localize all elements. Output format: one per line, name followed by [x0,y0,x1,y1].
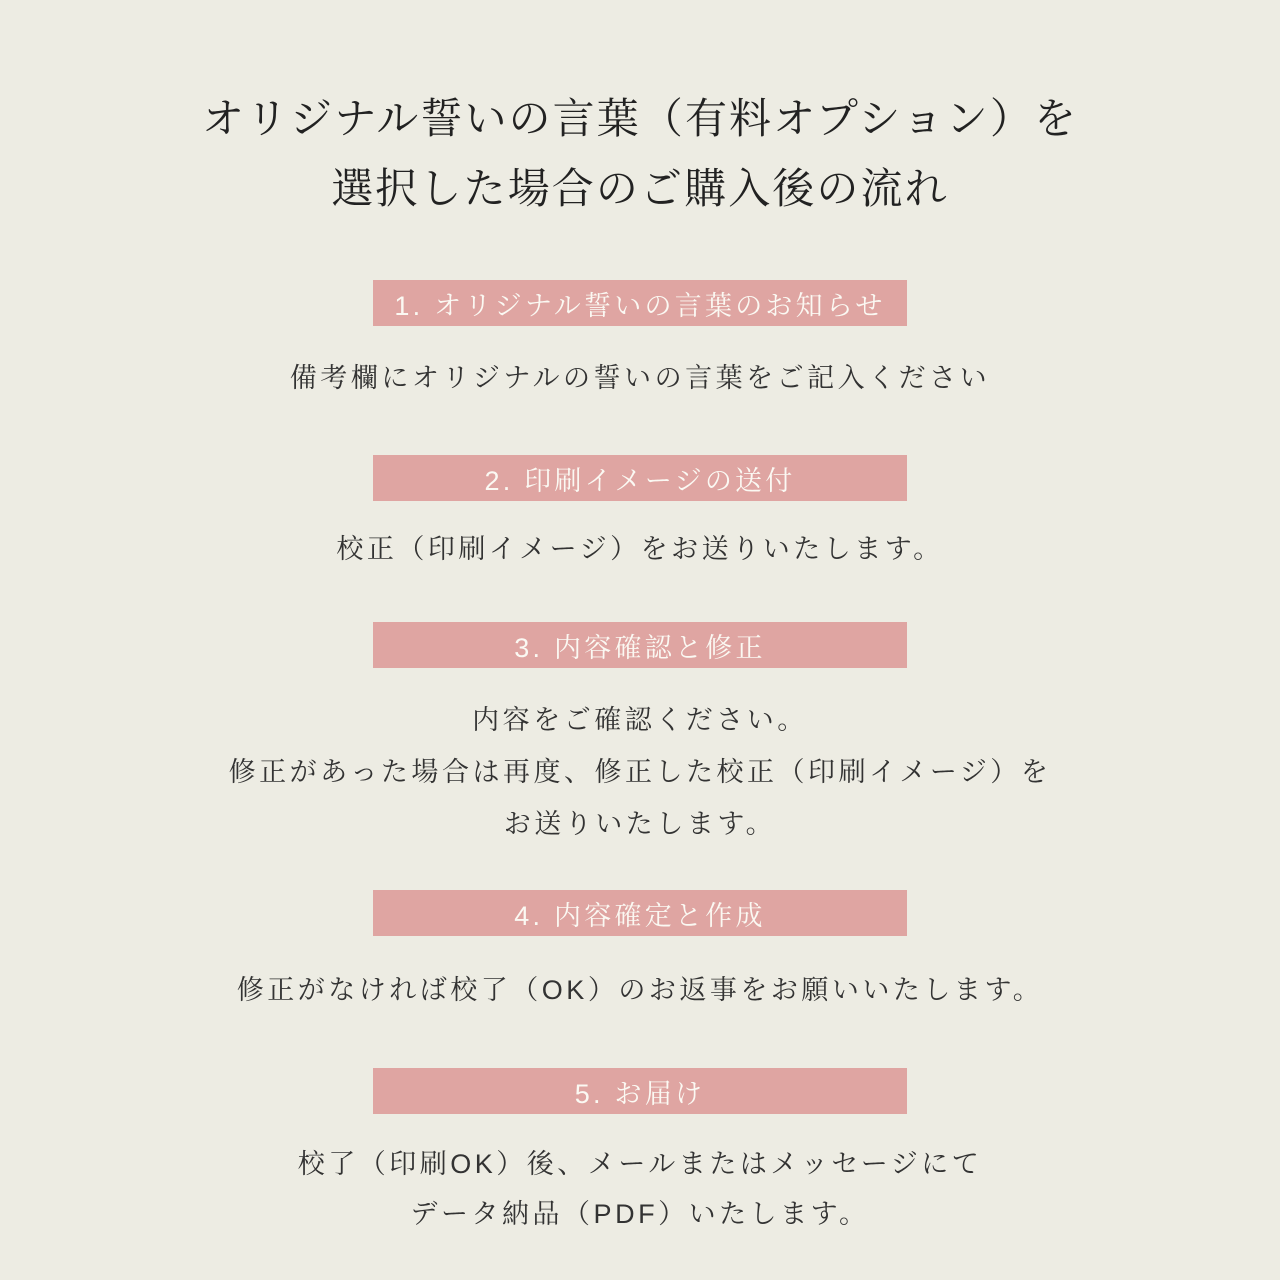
step-4-description [237,969,1044,1011]
step-1-description [290,357,990,399]
page-title-line-2: 選択した場合のご購入後の流れ [331,165,949,212]
step-1-description-line: 備考欄にオリジナルの誓いの言葉をご記入ください [289,363,991,393]
step-3-banner-label: 3. 内容確認と修正 [514,632,766,663]
step-1-banner-label: 1. オリジナル誓いの言葉のお知らせ [394,290,886,321]
step-2-description [336,528,943,570]
step-2-description-line: 校正（印刷イメージ）をお送りいたします。 [336,534,944,564]
step-3-description-line: 内容をご確認ください。 [472,705,808,735]
step-3-description [229,694,1052,850]
step-3-description-line: 修正があった場合は再度、修正した校正（印刷イメージ）を [228,757,1052,787]
step-4-description-line: 修正がなければ校了（OK）のお返事をお願いいたします。 [236,975,1044,1005]
page-title-line-1: オリジナル誓いの言葉（有料オプション）を [201,95,1079,142]
step-4-banner-label: 4. 内容確定と作成 [514,900,766,931]
step-2-banner-label: 2. 印刷イメージの送付 [484,465,796,496]
step-5-description [298,1139,983,1239]
step-5-banner-label: 5. お届け [574,1078,706,1109]
step-5-description-line: データ納品（PDF）いたします。 [410,1199,870,1229]
step-4-banner [373,890,907,936]
steps-list [0,224,1280,1239]
page-title [0,84,1280,224]
step-3-banner [373,622,907,668]
step-1-banner [373,280,907,326]
step-5-description-line: 校了（印刷OK）後、メールまたはメッセージにて [297,1149,983,1179]
step-2-banner [373,455,907,501]
step-5-banner [373,1068,907,1114]
step-3-description-line: お送りいたします。 [503,809,777,839]
